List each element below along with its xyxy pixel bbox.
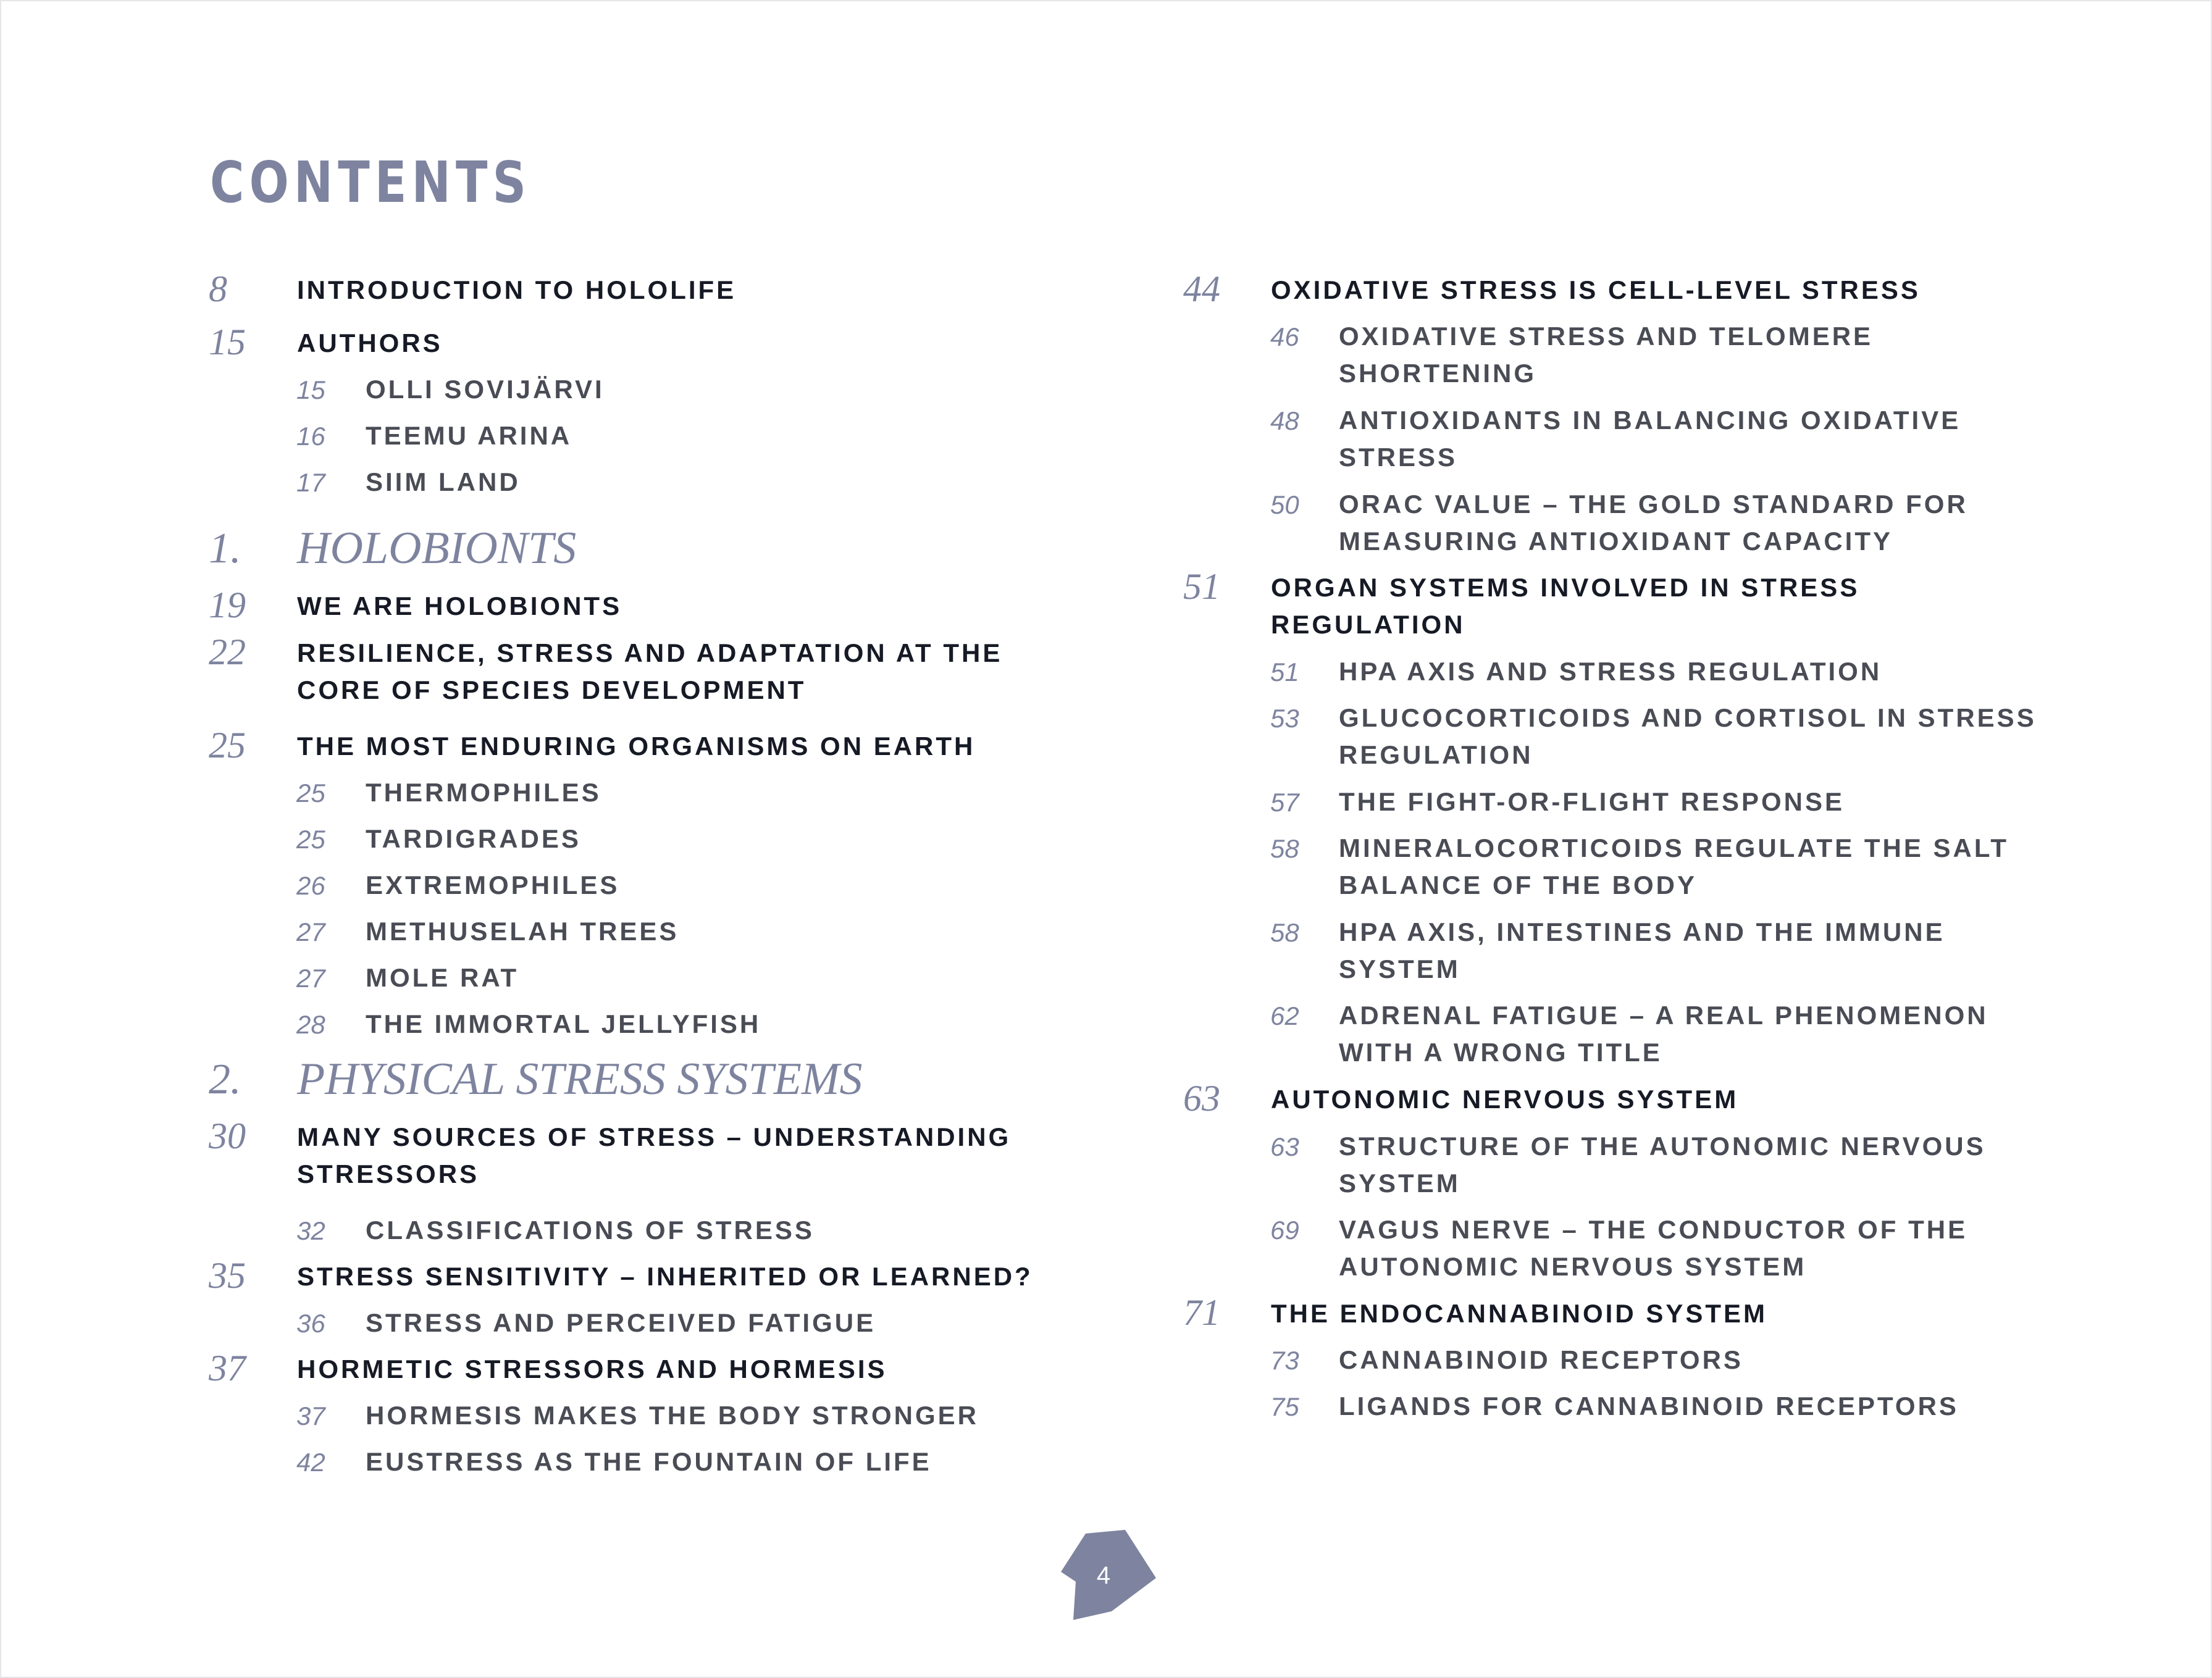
toc-page-number: 51 — [1183, 566, 1220, 607]
toc-entry-title: HOLOBIONTS — [297, 523, 577, 574]
toc-page-number: 15 — [296, 375, 325, 404]
toc-entry-title: EUSTRESS AS THE FOUNTAIN OF LIFE — [366, 1447, 932, 1476]
toc-page-number: 37 — [296, 1401, 325, 1430]
toc-entry-title: TEEMU ARINA — [366, 421, 572, 450]
toc-entry-title: OXIDATIVE STRESS AND TELOMERE SHORTENING — [1339, 322, 1874, 388]
toc-entry-title: PHYSICAL STRESS SYSTEMS — [297, 1054, 863, 1104]
toc-entry-title: STRESS AND PERCEIVED FATIGUE — [366, 1308, 876, 1337]
toc-page-number: 17 — [296, 468, 325, 497]
toc-page-number: 37 — [209, 1348, 246, 1388]
toc-entry-title: AUTONOMIC NERVOUS SYSTEM — [1271, 1085, 1739, 1114]
toc-page-number: 69 — [1270, 1216, 1299, 1245]
toc-entry-title: THE IMMORTAL JELLYFISH — [366, 1009, 761, 1038]
toc-page-number: 25 — [296, 778, 325, 808]
toc-page-number: 58 — [1270, 918, 1299, 947]
toc-page-number: 50 — [1270, 490, 1299, 519]
toc-entry-title: RESILIENCE, STRESS AND ADAPTATION AT THE CORE OF SPECIES DEVELOPMENT — [297, 638, 1003, 704]
toc-page-number: 57 — [1270, 788, 1299, 817]
toc-page-number: 48 — [1270, 406, 1299, 435]
toc-entry-title: EXTREMOPHILES — [366, 870, 620, 900]
toc-entry-title: STRUCTURE OF THE AUTONOMIC NERVOUS SYSTEM — [1339, 1132, 1986, 1198]
toc-page-number: 19 — [209, 585, 246, 625]
toc-page-number: 58 — [1270, 834, 1299, 863]
toc-page-number: 8 — [209, 269, 227, 309]
toc-entry-title: LIGANDS FOR CANNABINOID RECEPTORS — [1339, 1392, 1959, 1421]
toc-page-number: 46 — [1270, 322, 1299, 351]
toc-page-number: 22 — [209, 632, 246, 672]
toc-page-number: 30 — [209, 1116, 246, 1156]
toc-entry-title: ANTIOXIDANTS IN BALANCING OXIDATIVE STRESS — [1339, 406, 1961, 472]
toc-page-number: 71 — [1183, 1292, 1220, 1333]
toc-entry-title: THE MOST ENDURING ORGANISMS ON EARTH — [297, 732, 976, 761]
page-title: CONTENTS — [210, 149, 532, 215]
toc-entry-title: WE ARE HOLOBIONTS — [297, 591, 622, 620]
toc-page-number: 44 — [1183, 269, 1220, 309]
toc-entry-title: THE ENDOCANNABINOID SYSTEM — [1271, 1299, 1768, 1328]
toc-page-number: 51 — [1270, 657, 1299, 687]
toc-entry-title: TARDIGRADES — [366, 824, 581, 853]
toc-entry-title: MINERALOCORTICOIDS REGULATE THE SALT BALANCE OF THE BODY — [1339, 833, 2009, 900]
toc-entry-title: AUTHORS — [297, 328, 443, 357]
toc-page-number: 63 — [1270, 1132, 1299, 1161]
toc-entry-title: ORAC VALUE – THE GOLD STANDARD FOR MEASURING ANTIOXIDANT CAPACITY — [1339, 490, 1968, 556]
toc-page-number: 63 — [1183, 1078, 1220, 1119]
toc-page-number: 16 — [296, 422, 325, 451]
toc-entry-title: OLLI SOVIJÄRVI — [366, 375, 605, 404]
toc-entry-title: OXIDATIVE STRESS IS CELL-LEVEL STRESS — [1271, 275, 1921, 304]
toc-entry-title: GLUCOCORTICOIDS AND CORTISOL IN STRESS REGULATION — [1339, 703, 2037, 769]
toc-entry-title: VAGUS NERVE – THE CONDUCTOR OF THE AUTONOMIC NERVOUS SYSTEM — [1339, 1215, 1968, 1281]
toc-page-number: 2. — [209, 1056, 241, 1103]
toc-page-number: 26 — [296, 871, 325, 900]
toc-page-number: 35 — [209, 1255, 246, 1296]
toc-entry-title: HPA AXIS, INTESTINES AND THE IMMUNE SYSTEM — [1339, 917, 1945, 983]
toc-entry-title: THE FIGHT-OR-FLIGHT RESPONSE — [1339, 787, 1845, 816]
toc-page-number: 42 — [296, 1448, 325, 1477]
toc-page-number: 75 — [1270, 1392, 1299, 1421]
toc-page-number: 28 — [296, 1010, 325, 1039]
toc-entry-title: ORGAN SYSTEMS INVOLVED IN STRESS REGULATION — [1271, 573, 1860, 639]
toc-entry-title: MANY SOURCES OF STRESS – UNDERSTANDING STRESSORS — [297, 1122, 1012, 1188]
toc-entry-title: HORMETIC STRESSORS AND HORMESIS — [297, 1355, 887, 1384]
page-number: 4 — [1096, 1562, 1111, 1589]
toc-entry-title: HORMESIS MAKES THE BODY STRONGER — [366, 1401, 979, 1430]
page-number-badge — [1061, 1529, 1158, 1624]
toc-entry-title: STRESS SENSITIVITY – INHERITED OR LEARNED? — [297, 1262, 1033, 1291]
toc-page-number: 62 — [1270, 1001, 1299, 1030]
toc-entry-title: CANNABINOID RECEPTORS — [1339, 1345, 1743, 1374]
toc-entry-title: INTRODUCTION TO HOLOLIFE — [297, 275, 737, 304]
toc-entry-title: ADRENAL FATIGUE – A REAL PHENOMENON WITH A WRONG TITLE — [1339, 1001, 1988, 1067]
toc-page-number: 25 — [296, 825, 325, 854]
toc-page-number: 27 — [296, 917, 325, 946]
toc-entry-title: CLASSIFICATIONS OF STRESS — [366, 1216, 815, 1245]
toc-page-number: 32 — [296, 1216, 325, 1245]
toc-entry-title: METHUSELAH TREES — [366, 917, 679, 946]
toc-page-number: 15 — [209, 322, 246, 362]
toc-page-number: 1. — [209, 525, 241, 572]
toc-entry-title: MOLE RAT — [366, 963, 519, 992]
toc-page-number: 25 — [209, 725, 246, 766]
toc-page-number: 73 — [1270, 1346, 1299, 1375]
toc-entry-title: SIIM LAND — [366, 467, 521, 496]
toc-page-number: 36 — [296, 1309, 325, 1338]
toc-entry-title: THERMOPHILES — [366, 778, 601, 807]
toc-page-number: 27 — [296, 964, 325, 993]
toc-entry-title: HPA AXIS AND STRESS REGULATION — [1339, 657, 1882, 686]
toc-page-number: 53 — [1270, 704, 1299, 733]
